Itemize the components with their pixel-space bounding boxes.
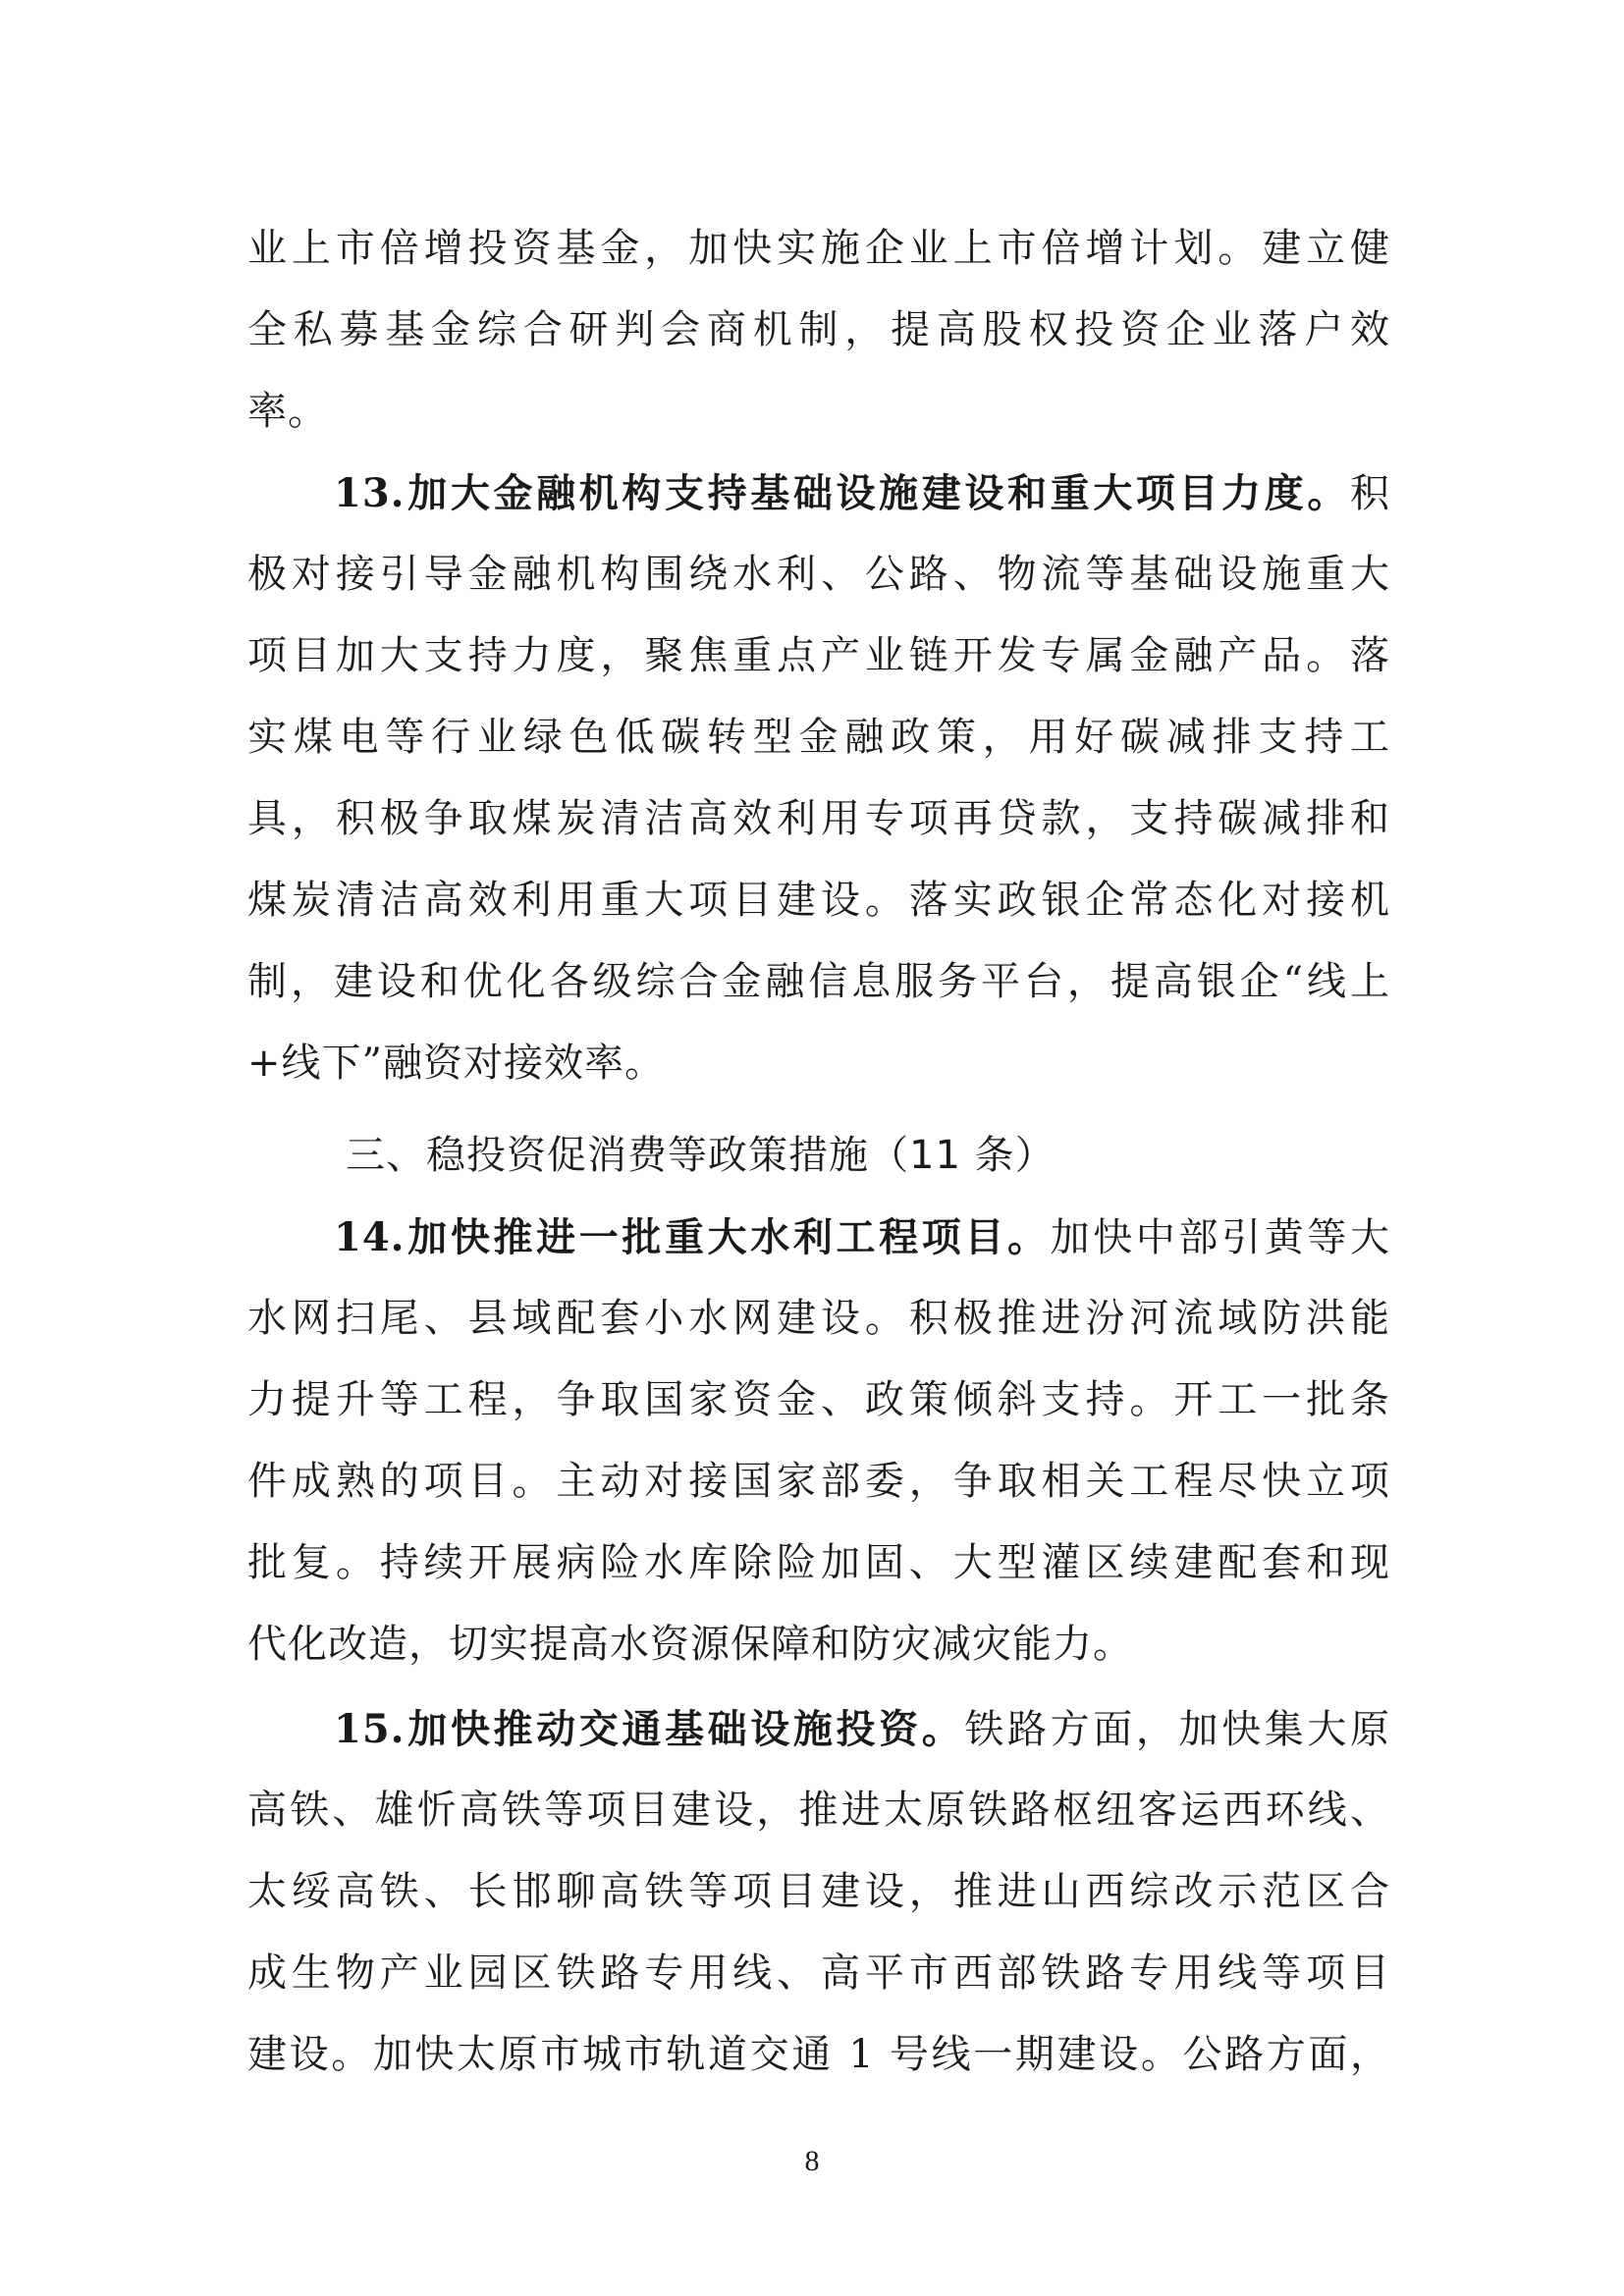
text-line: 项目加大支持力度，聚焦重点产业链开发专属金融产品。落 <box>247 633 1390 678</box>
text-line: 实煤电等行业绿色低碳转型金融政策，用好碳减排支持工 <box>247 715 1390 760</box>
text-line: 太绥高铁、长邯聊高铁等项目建设，推进山西综改示范区合 <box>247 1869 1390 1914</box>
text-line: 制，建设和优化各级综合金融信息服务平台，提高银企“线上 <box>247 959 1390 1004</box>
text-line: 水网扫尾、县域配套小水网建设。积极推进汾河流域防洪能 <box>247 1296 1390 1341</box>
text-line: 业上市倍增投资基金，加快实施企业上市倍增计划。建立健 <box>247 226 1390 271</box>
paragraph-continuation <box>247 208 1390 453</box>
text-line: 力提升等工程，争取国家资金、政策倾斜支持。开工一批条 <box>247 1377 1390 1422</box>
item-13-title: 13.加大金融机构支持基础设施建设和重大项目力度。 <box>334 470 1350 516</box>
text-line <box>247 1197 1390 1278</box>
text-line: +线下”融资对接效率。 <box>247 1041 665 1086</box>
item-14-first-text: 加快中部引黄等大 <box>1050 1215 1391 1260</box>
item-15-title: 15.加快推动交通基础设施投资。 <box>334 1706 965 1752</box>
paragraph-item-15 <box>247 1688 1390 2096</box>
text-line: 件成熟的项目。主动对接国家部委，争取相关工程尽快立项 <box>247 1459 1390 1504</box>
paragraph-item-13 <box>247 453 1390 1104</box>
text-line: 极对接引导金融机构围绕水利、公路、物流等基础设施重大 <box>247 552 1390 597</box>
item-15-first-text: 铁路方面，加快集大原 <box>964 1707 1390 1752</box>
item-13-first-text: 积 <box>1350 471 1390 516</box>
text-line: 率。 <box>247 389 328 434</box>
text-line: 高铁、雄忻高铁等项目建设，推进太原铁路枢纽客运西环线、 <box>247 1788 1390 1833</box>
text-line: 全私募基金综合研判会商机制，提高股权投资企业落户效 <box>247 307 1390 352</box>
text-line: 具，积极争取煤炭清洁高效利用专项再贷款，支持碳减排和 <box>247 796 1390 841</box>
page-number: 8 <box>804 2145 820 2177</box>
section-heading: 三、稳投资促消费等政策措施（11 条） <box>346 1133 1056 1178</box>
text-line <box>247 1688 1390 1770</box>
text-line: 批复。持续开展病险水库除险加固、大型灌区续建配套和现 <box>247 1540 1390 1585</box>
paragraph-item-14 <box>247 1197 1390 1685</box>
text-line: 建设。加快太原市城市轨道交通 1 号线一期建设。公路方面， <box>247 2032 1390 2077</box>
item-14-title: 14.加快推进一批重大水利工程项目。 <box>334 1214 1051 1260</box>
text-line: 代化改造，切实提高水资源保障和防灾减灾能力。 <box>247 1622 1133 1667</box>
text-line <box>247 453 1390 534</box>
text-line: 煤炭清洁高效利用重大项目建设。落实政银企常态化对接机 <box>247 878 1390 923</box>
text-line: 成生物产业园区铁路专用线、高平市西部铁路专用线等项目 <box>247 1950 1390 1996</box>
